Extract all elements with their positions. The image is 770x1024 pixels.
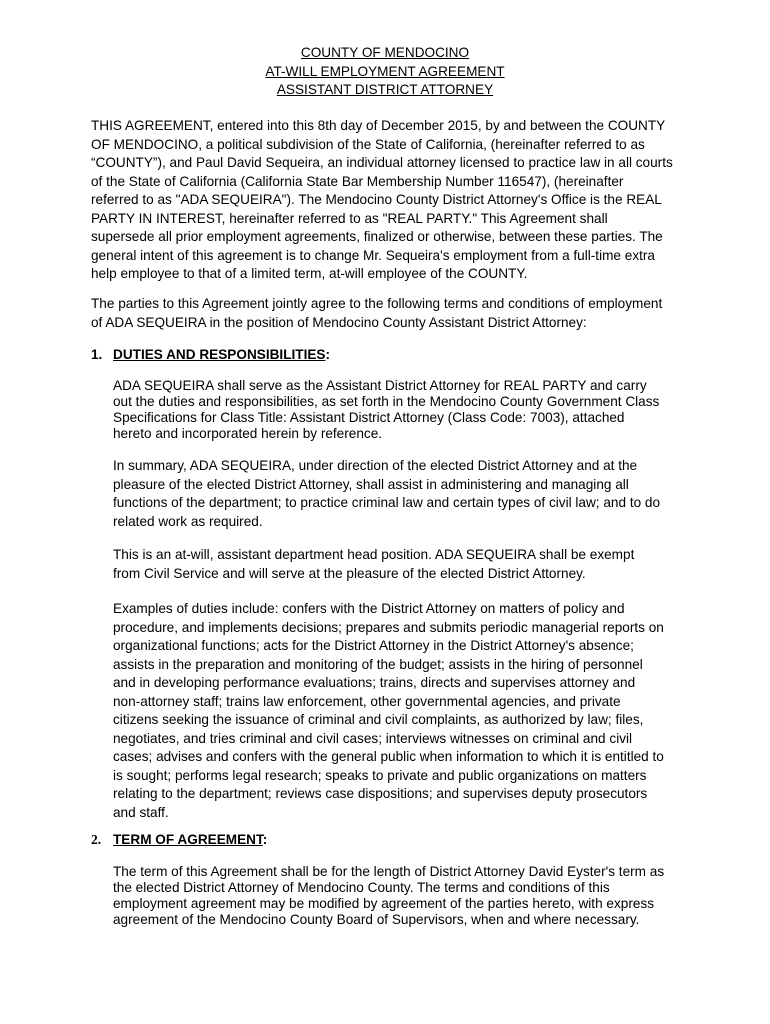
intro-paragraph [91, 117, 689, 284]
duties-summary-paragraph [113, 457, 689, 531]
section-2-title: TERM OF AGREEMENT [113, 832, 263, 847]
intro-line: “COUNTY”), and Paul David Sequeira, an individual attorney licensed to practice law in all courts [91, 155, 673, 170]
parties-line: of ADA SEQUEIRA in the position of Mendocino County Assistant District Attorney: [91, 314, 587, 330]
examples-line: negotiates, and tries criminal and civil cases; interviews witnesses on criminal and civil [113, 730, 633, 746]
summary-line: related work as required. [113, 513, 263, 529]
section-1-colon: : [325, 347, 331, 362]
duties-paragraph-1 [113, 378, 689, 442]
parties-line: The parties to this Agreement jointly agree to the following terms and conditions of employment [91, 296, 663, 311]
duties-line: out the duties and responsibilities, as set forth in the Mendocino County Government Class [113, 394, 660, 409]
section-2-colon: : [262, 832, 268, 847]
section-2-number: 2. [91, 832, 102, 847]
header-agreement-type: AT-WILL EMPLOYMENT AGREEMENT [265, 63, 505, 79]
at-will-line: from Civil Service and will serve at the pleasure of the elected District Attorney. [113, 565, 586, 581]
examples-line: relating to the department; reviews case dispositions; and supervises deputy prosecutors [113, 786, 648, 801]
at-will-line: This is an at-will, assistant department head position. ADA SEQUEIRA shall be exempt [113, 547, 635, 562]
section-1-number: 1. [91, 347, 103, 362]
intro-line: THIS AGREEMENT, entered into this 8th day of December 2015, by and between the COUNTY [91, 118, 666, 133]
at-will-paragraph [113, 546, 689, 583]
summary-line: pleasure of the elected District Attorney, shall assist in administering and managing all [113, 476, 629, 492]
intro-line: supersede all prior employment agreements, finalized or otherwise, between these parties. The [91, 229, 663, 244]
examples-line: organizational functions; acts for the District Attorney in the District Attorney's absence; [113, 638, 634, 653]
examples-line: and in developing performance evaluations; trains, directs and supervises attorney and [113, 675, 636, 690]
term-line: the elected District Attorney of Mendocino County. The terms and conditions of this [113, 880, 610, 895]
header-county: COUNTY OF MENDOCINO [300, 45, 470, 60]
summary-line: functions of the department; to practice criminal law and certain types of civil law; and to do [113, 495, 661, 510]
intro-line: referred to as "ADA SEQUEIRA"). The Mendocino County District Attorney's Office is the REAL [91, 192, 662, 207]
intro-line: of the State of California (California State Bar Membership Number 116547), (hereinafter [91, 173, 624, 189]
intro-line: help employee to that of a limited term, at-will employee of the COUNTY. [91, 266, 528, 281]
examples-line: Examples of duties include: confers with the District Attorney on matters of policy and [113, 601, 625, 616]
examples-line: assists in the preparation and monitoring of the budget; assists in the hiring of personnel [113, 656, 643, 672]
intro-line: OF MENDOCINO, a political subdivision of the State of California, (hereinafter referred to as [91, 136, 645, 152]
duties-line: ADA SEQUEIRA shall serve as the Assistant District Attorney for REAL PARTY and carry [113, 378, 647, 393]
examples-line: procedure, and implements decisions; prepares and submits periodic managerial reports on [113, 619, 664, 635]
parties-paragraph [91, 295, 689, 332]
section-1-heading [91, 347, 330, 362]
examples-line: is sought; performs legal research; speaks to private and public organizations on matters [113, 767, 647, 783]
document-header [0, 44, 770, 100]
term-line: employment agreement may be modified by agreement of the parties hereto, with express [113, 896, 655, 911]
duties-line: hereto and incorporated herein by reference. [113, 426, 383, 441]
duties-line: Specifications for Class Title: Assistant District Attorney (Class Code: 7003), attached [113, 410, 625, 425]
section-2-heading [91, 832, 267, 848]
intro-line: PARTY IN INTEREST, hereinafter referred to as "REAL PARTY." This Agreement shall [91, 210, 608, 226]
header-position: ASSISTANT DISTRICT ATTORNEY [276, 82, 494, 97]
term-line: The term of this Agreement shall be for the length of District Attorney David Eyster's term as [113, 864, 665, 879]
examples-line: citizens seeking the issuance of criminal and civil complaints, as authorized by law; files, [113, 712, 644, 727]
intro-line: general intent of this agreement is to change Mr. Sequeira's employment from a full-time extra [91, 247, 655, 263]
examples-line: and staff. [113, 804, 169, 820]
summary-line: In summary, ADA SEQUEIRA, under direction of the elected District Attorney and at the [113, 458, 638, 473]
examples-of-duties-paragraph [113, 600, 689, 822]
section-1-title: DUTIES AND RESPONSIBILITIES [113, 347, 326, 362]
examples-line: cases; advises and confers with the general public when information to which it is entitled to [113, 749, 664, 764]
term-paragraph [113, 864, 689, 928]
examples-line: non-attorney staff; trains law enforcement, other governmental agencies, and private [113, 693, 621, 709]
term-line: agreement of the Mendocino County Board of Supervisors, when and where necessary. [113, 912, 640, 927]
